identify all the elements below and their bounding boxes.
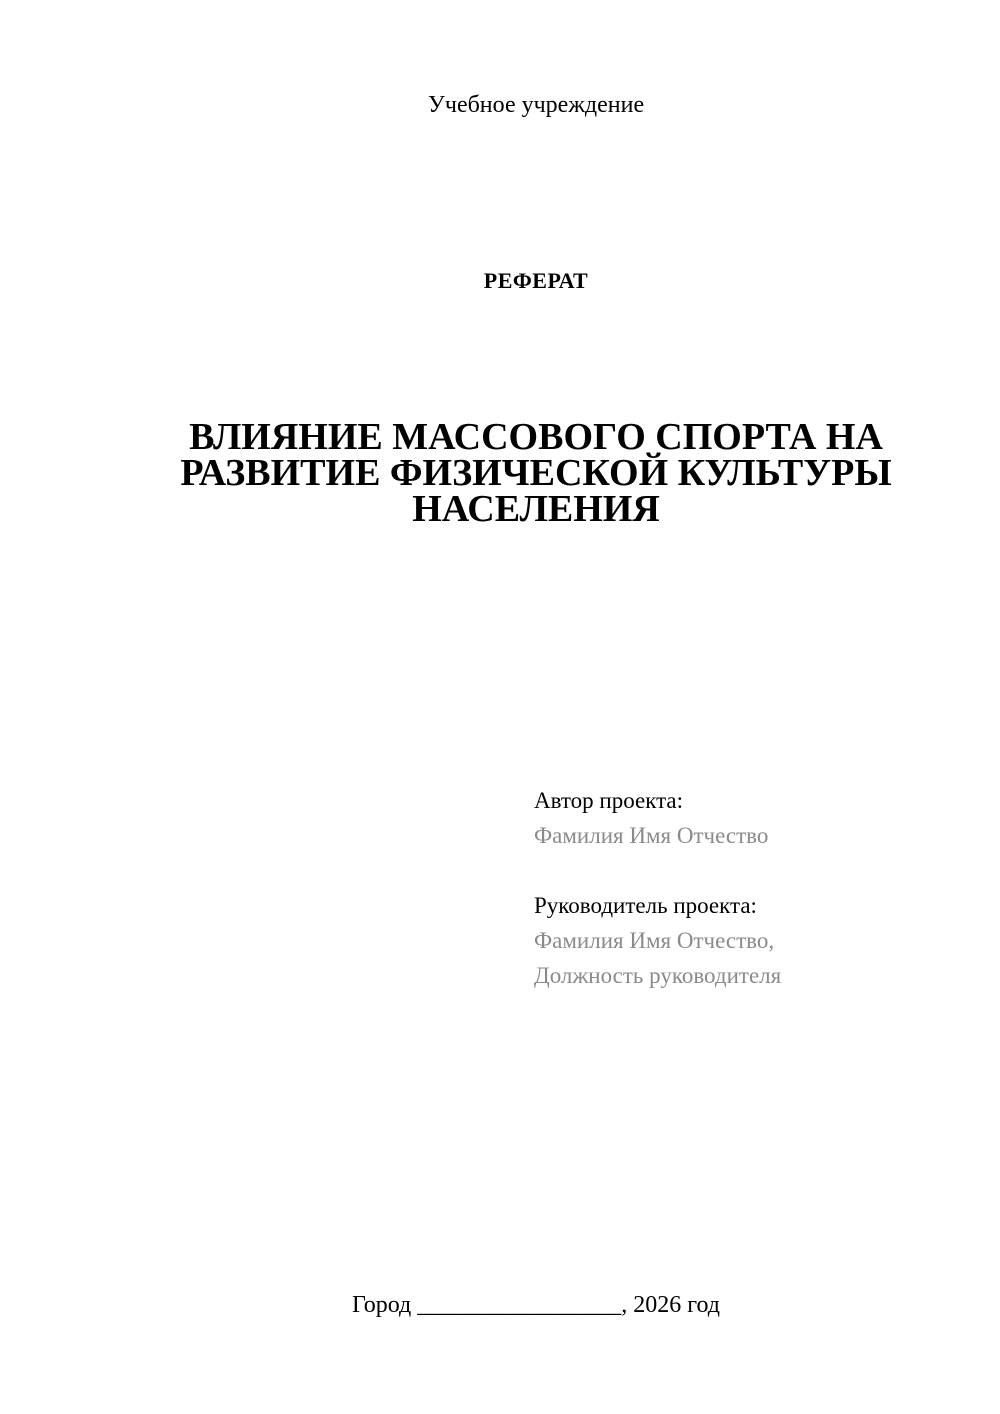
title-line: НАСЕЛЕНИЯ [412,488,660,530]
supervisor-label: Руководитель проекта: [534,893,757,918]
supervisor-name: Фамилия Имя Отчество, [534,928,775,953]
institution-name: Учебное учреждение [427,92,645,118]
title-line: ВЛИЯНИЕ МАССОВОГО СПОРТА НА [189,416,883,458]
authors-block [534,783,974,993]
supervisor-position: Должность руководителя [534,963,782,988]
author-name: Фамилия Имя Отчество [534,823,769,848]
author-label: Автор проекта: [534,788,683,813]
title-line: РАЗВИТИЕ ФИЗИЧЕСКОЙ КУЛЬТУРЫ [180,452,892,494]
block-spacer [534,853,974,888]
city-year-line: Город _________________, 2026 год [351,1292,721,1318]
document-title [140,416,932,530]
document-type: РЕФЕРАТ [483,268,589,293]
